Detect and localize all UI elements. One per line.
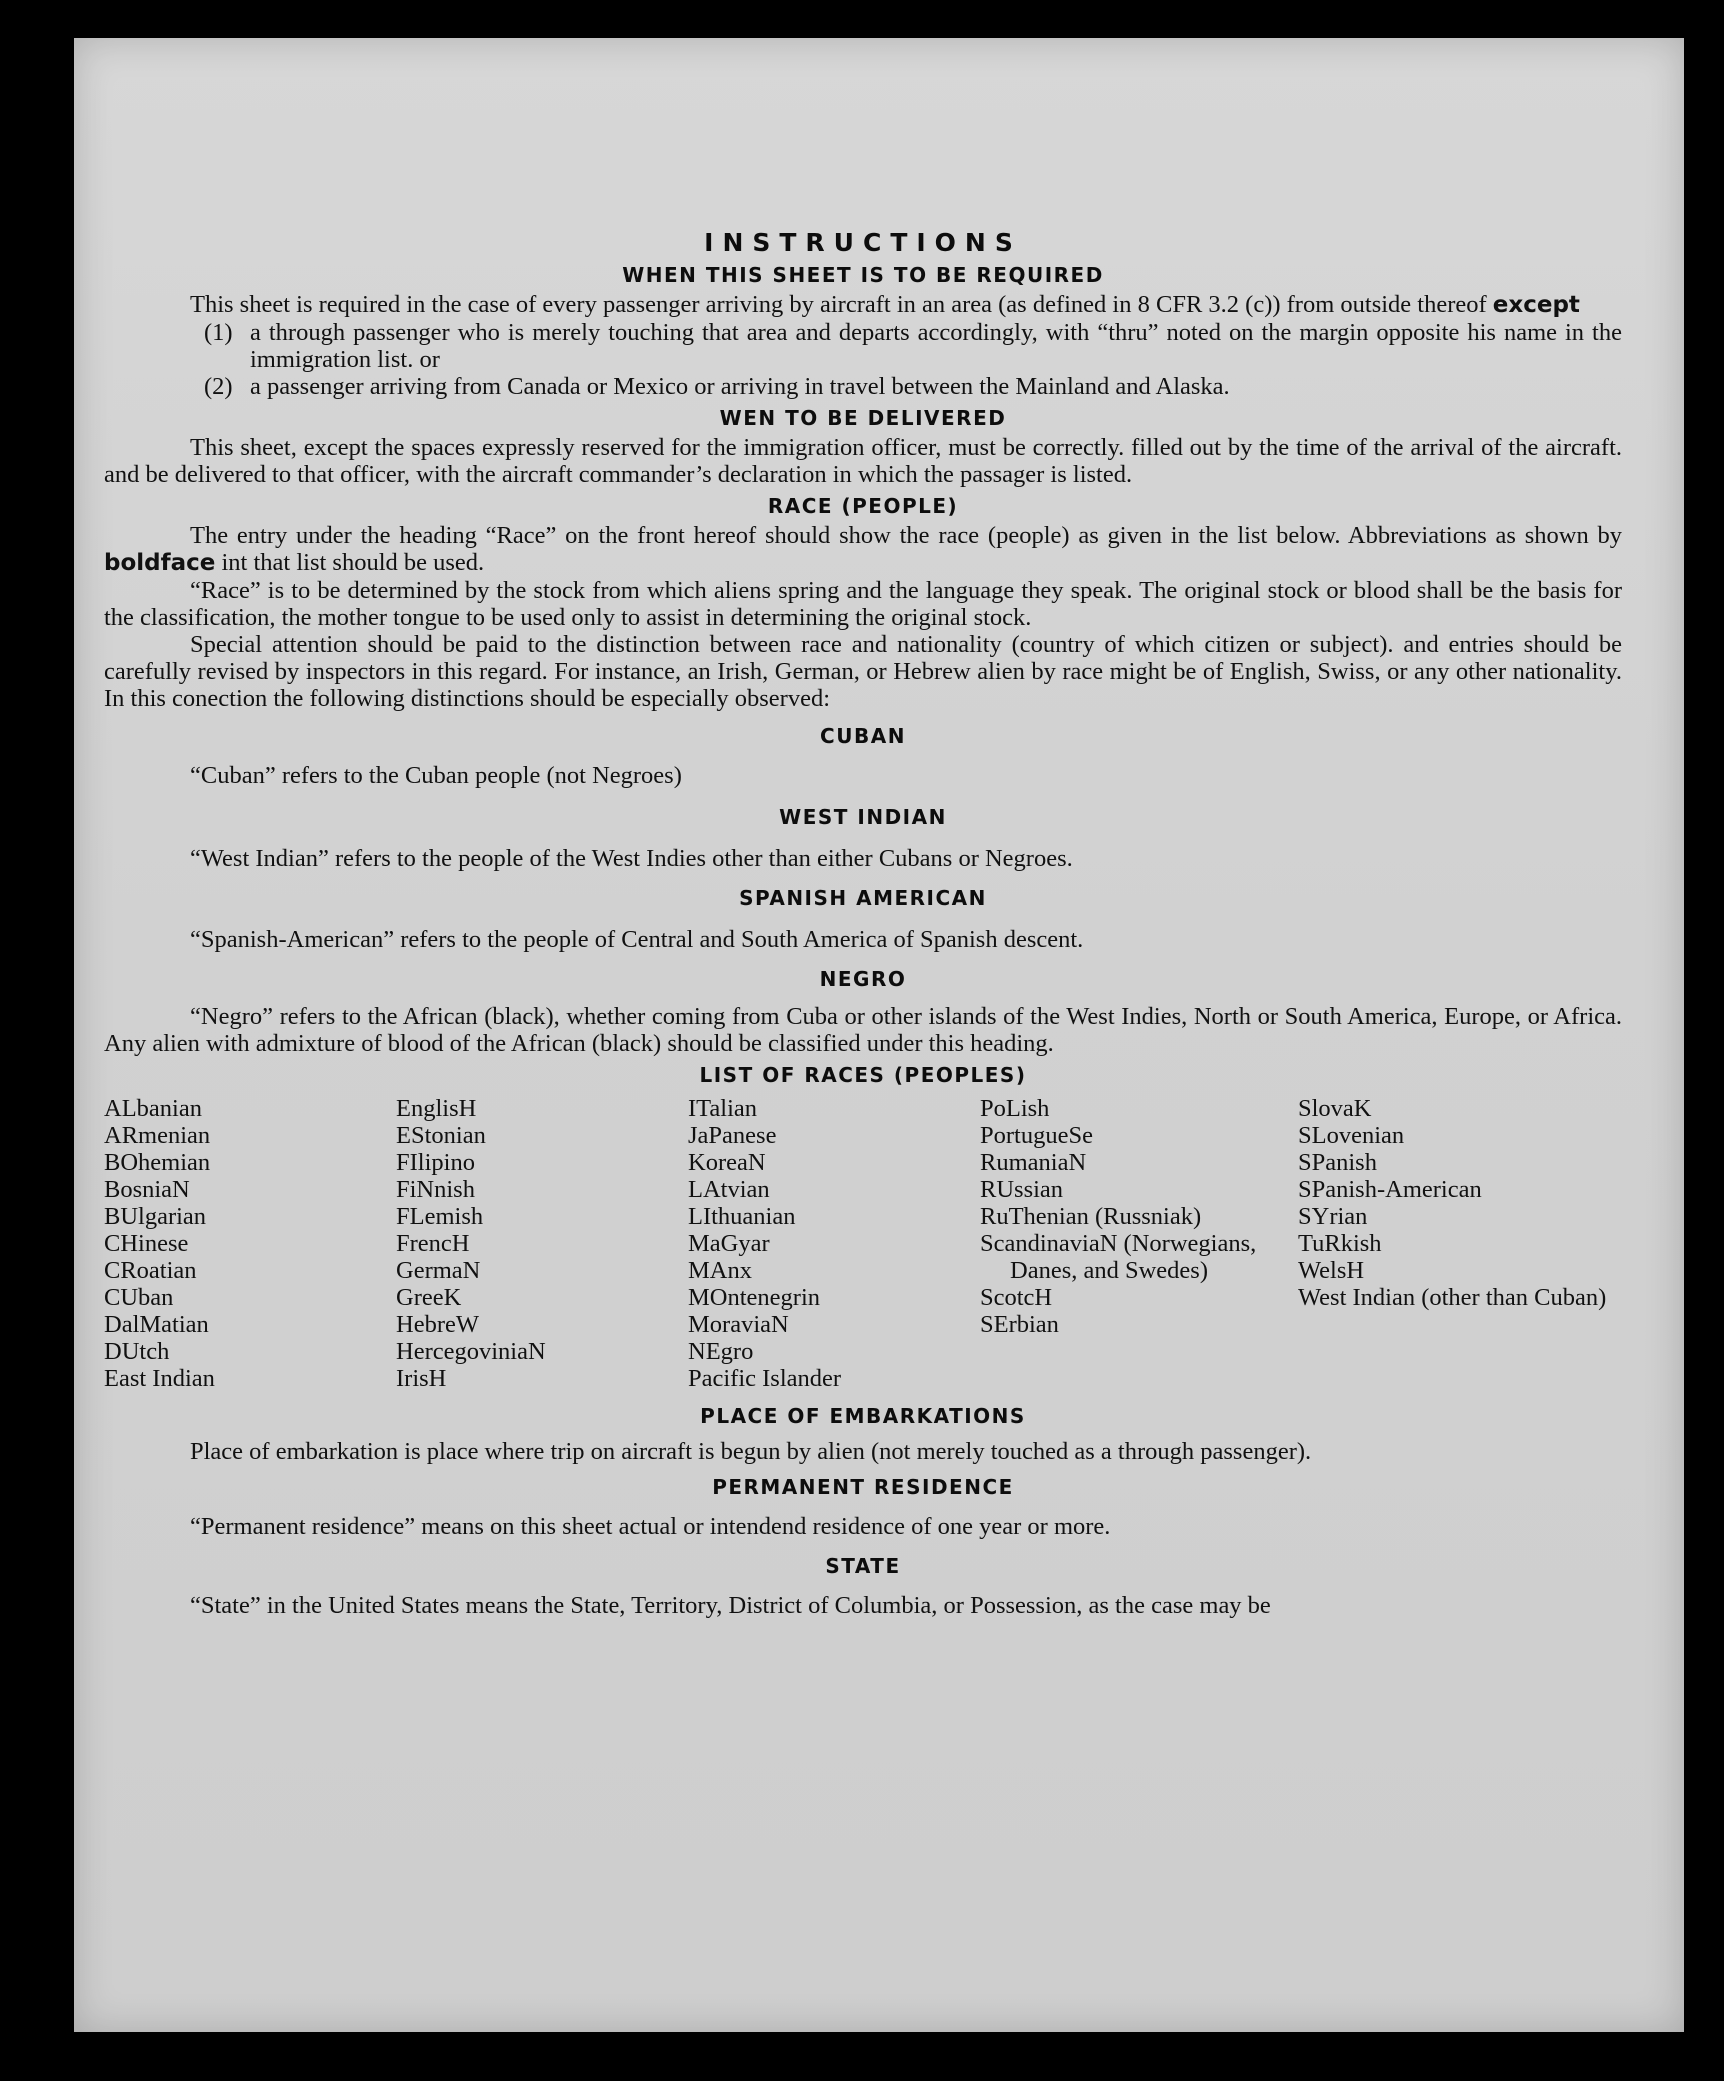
list-item: SLovenian <box>1298 1122 1405 1149</box>
list-item: PortugueSe <box>980 1122 1093 1149</box>
instructions-content <box>104 188 1622 1619</box>
list-item: BosniaN <box>104 1176 190 1203</box>
race-paragraph-1 <box>104 522 1622 577</box>
list-item: PoLish <box>980 1095 1050 1122</box>
page-title: INSTRUCTIONS <box>704 228 1022 257</box>
embarkation-heading: PLACE OF EMBARKATIONS <box>700 1404 1026 1428</box>
spanish-american-heading: SPANISH AMERICAN <box>739 886 987 910</box>
races-column-3 <box>688 1095 980 1392</box>
list-item: LAtvian <box>688 1176 770 1203</box>
list-item: SPanish-American <box>1298 1176 1482 1203</box>
list-item: DUtch <box>104 1338 170 1365</box>
exception-item-2-text: a passenger arriving from Canada or Mexico or arriving in travel between the Mainland and Alaska. <box>250 373 1230 400</box>
except-word: except <box>1492 292 1580 318</box>
list-item: BUlgarian <box>104 1203 207 1230</box>
embarkation-text: Place of embarkation is place where trip on aircraft is begun by alien (not merely touched as a through passenger). <box>190 1438 1312 1465</box>
list-item: West Indian (other than Cuban) <box>1298 1284 1607 1311</box>
exception-item-1-text: a through passenger who is merely touching that area and departs accordingly, with “thru” noted on the margin opposite his name in the immigration list. or <box>250 319 1622 373</box>
list-item: GermaN <box>396 1257 481 1284</box>
list-item: SYrian <box>1298 1203 1368 1230</box>
list-item: FLemish <box>396 1203 484 1230</box>
list-item: RuThenian (Russniak) <box>980 1203 1202 1230</box>
races-column-5 <box>1298 1095 1628 1392</box>
list-item: TuRkish <box>1298 1230 1382 1257</box>
list-item: HebreW <box>396 1311 479 1338</box>
boldface-word: boldface <box>104 550 216 576</box>
cuban-text: “Cuban” refers to the Cuban people (not Negroes) <box>190 762 682 789</box>
document-page <box>74 38 1684 2032</box>
list-item: KoreaN <box>688 1149 766 1176</box>
list-item: EStonian <box>396 1122 486 1149</box>
list-item: ARmenian <box>104 1122 211 1149</box>
spanish-american-text: “Spanish-American” refers to the people of Central and South America of Spanish descent. <box>190 926 1084 953</box>
list-item: MaGyar <box>688 1230 770 1257</box>
list-item: CHinese <box>104 1230 189 1257</box>
list-item: HercegovinіaN <box>396 1338 546 1365</box>
races-column-4 <box>980 1095 1298 1392</box>
list-item: ScotcH <box>980 1284 1053 1311</box>
list-item: MOntenegrin <box>688 1284 820 1311</box>
list-item: SlovaK <box>1298 1095 1372 1122</box>
when-delivered-text: This sheet, except the spaces expressly reserved for the immigration officer, must be correctly. filled out by the time of the arrival of the aircraft. and be delivered to that officer, with the aircraft commander’s declaration in which the passager is listed. <box>104 434 1622 488</box>
races-column-2 <box>396 1095 688 1392</box>
list-item: East Indian <box>104 1365 215 1392</box>
list-item: FIlipino <box>396 1149 475 1176</box>
races-column-1 <box>104 1095 396 1392</box>
exception-item-1-number: (1) <box>204 319 233 346</box>
list-of-races-heading: LIST OF RACES (PEOPLES) <box>699 1063 1027 1087</box>
race-paragraph-2: “Race” is to be determined by the stock from which aliens spring and the language they speak. The original stock or blood shall be the basis for the classification, the mother tongue to be used only to assist in determining the original stock. <box>104 577 1622 631</box>
west-indian-text: “West Indian” refers to the people of the West Indies other than either Cubans or Negroes. <box>190 845 1073 872</box>
negro-text: “Negro” refers to the African (black), whether coming from Cuba or other islands of the West Indies, North or South America, Europe, or Africa. Any alien with admixture of blood of the African (black) should be classified under this heading. <box>104 1003 1622 1057</box>
race-paragraph-3: Special attention should be paid to the distinction between race and nationality (country of which citizen or subject). and entries should be carefully revised by inspectors in this regard. For instance, an Irish, German, or Hebrew alien by race might be of English, Swiss, or any other nationality. In this conection the following distinctions should be especially observed: <box>104 631 1622 712</box>
list-item: MAnx <box>688 1257 752 1284</box>
list-item: EnglisH <box>396 1095 477 1122</box>
list-item: ALbanian <box>104 1095 202 1122</box>
list-item: NEgro <box>688 1338 754 1365</box>
list-item: RumaniaN <box>980 1149 1087 1176</box>
exception-item-1 <box>204 319 1622 373</box>
list-item: GreeK <box>396 1284 462 1311</box>
list-item: JaPanese <box>688 1122 777 1149</box>
when-required-intro <box>104 291 1622 319</box>
list-item: ITalian <box>688 1095 758 1122</box>
west-indian-heading: WEST INDIAN <box>779 805 947 829</box>
list-item: FiNnish <box>396 1176 475 1203</box>
residence-text: “Permanent residence” means on this sheet actual or intendend residence of one year or more. <box>190 1513 1111 1540</box>
exception-item-2-number: (2) <box>204 373 233 400</box>
list-item: BOhemian <box>104 1149 211 1176</box>
list-item: MoraviaN <box>688 1311 789 1338</box>
list-item: RUssian <box>980 1176 1064 1203</box>
list-item: WelsH <box>1298 1257 1365 1284</box>
state-heading: STATE <box>825 1554 901 1578</box>
race-paragraph-1-end: int that list should be used. <box>221 549 485 576</box>
when-delivered-heading: WEN TO BE DELIVERED <box>719 406 1007 430</box>
list-item: SErbian <box>980 1311 1059 1338</box>
residence-heading: PERMANENT RESIDENCE <box>712 1475 1014 1499</box>
list-item: CRoatian <box>104 1257 197 1284</box>
list-item: SPanish <box>1298 1149 1377 1176</box>
list-item: IrisH <box>396 1365 447 1392</box>
list-item: Pacific Islander <box>688 1365 842 1392</box>
list-item: CUban <box>104 1284 174 1311</box>
races-list <box>104 1095 1622 1392</box>
state-text: “State” in the United States means the State, Territory, District of Columbia, or Possession, as the case may be <box>190 1592 1271 1619</box>
negro-heading: NEGRO <box>819 967 907 991</box>
list-item: ScandinaviaN (Norwegians, Danes, and Swedes) <box>980 1230 1257 1284</box>
exception-item-2 <box>204 373 1622 400</box>
cuban-heading: CUBAN <box>820 724 906 748</box>
list-item: LIthuanian <box>688 1203 796 1230</box>
when-required-intro-text: This sheet is required in the case of every passenger arriving by aircraft in an area (as defined in 8 CFR 3.2 (c)) from outside thereof <box>190 291 1487 318</box>
race-paragraph-1-start: The entry under the heading “Race” on the front hereof should show the race (people) as given in the list below. Abbreviations as shown by <box>190 522 1622 549</box>
list-item: DalMatian <box>104 1311 209 1338</box>
list-item: FrencH <box>396 1230 470 1257</box>
race-heading: RACE (PEOPLE) <box>767 494 959 518</box>
when-required-heading: WHEN THIS SHEET IS TO BE REQUIRED <box>622 263 1104 287</box>
